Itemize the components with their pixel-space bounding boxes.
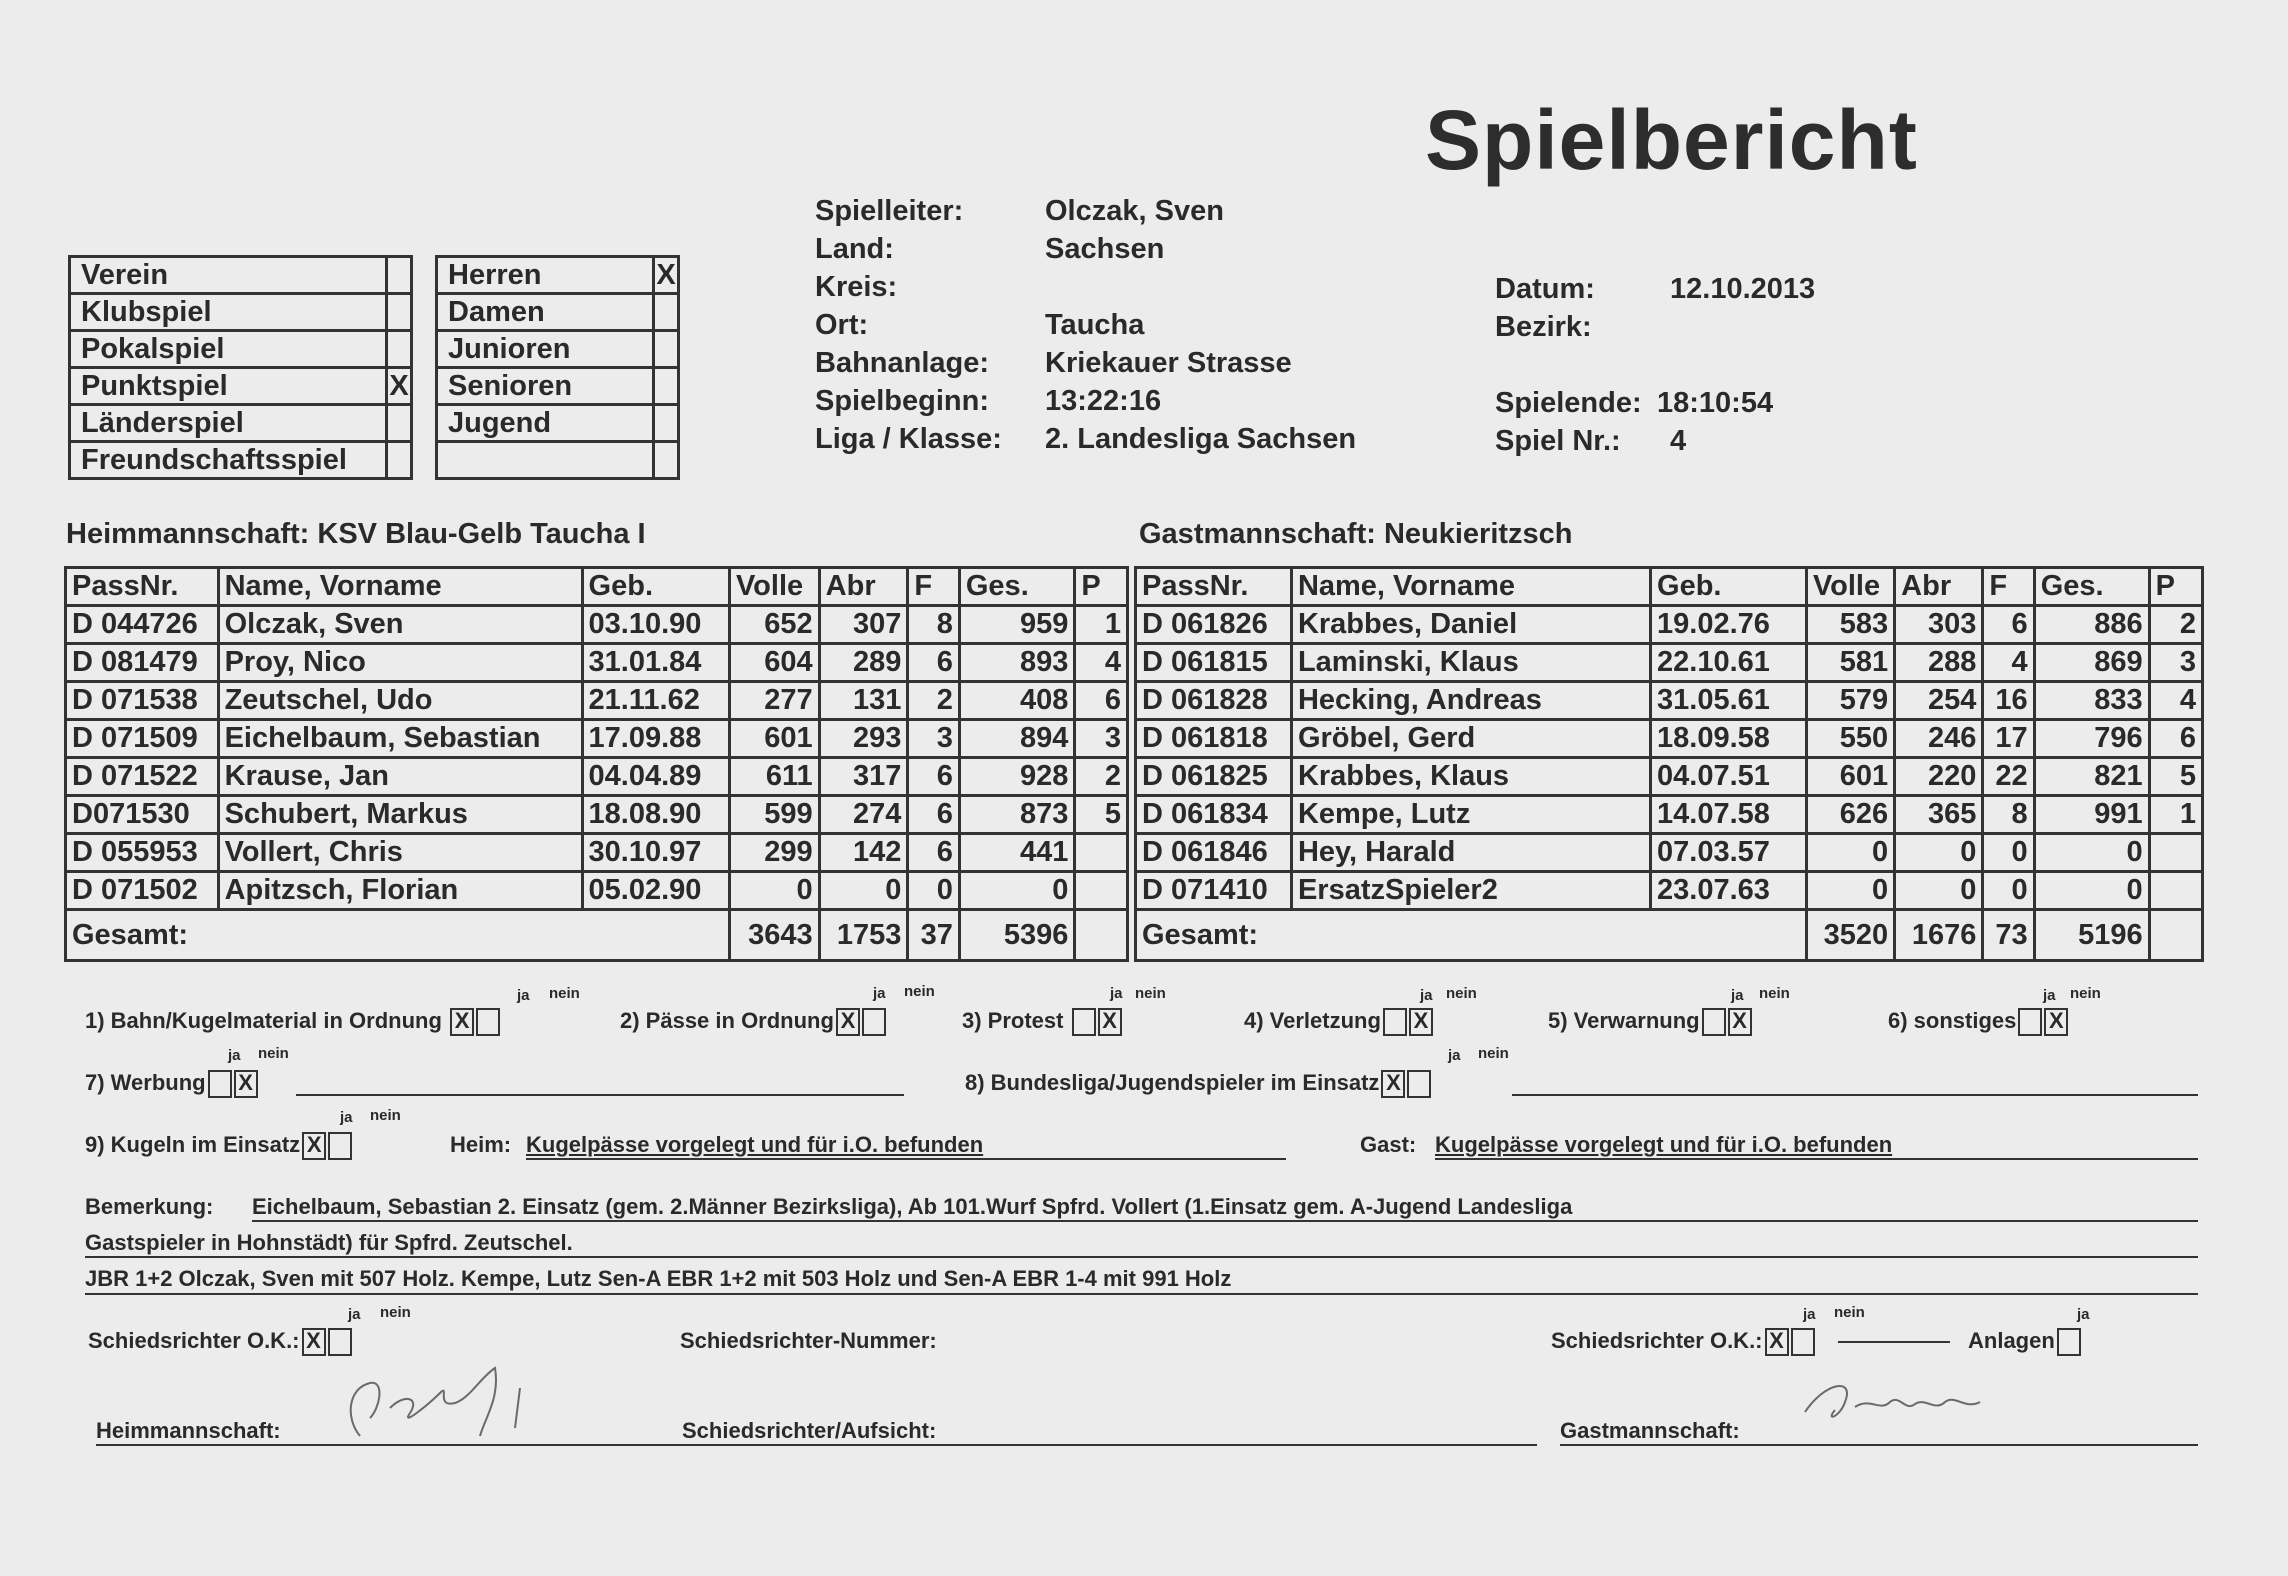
table-cell: 18.09.58: [1651, 720, 1807, 758]
ort-label: Ort:: [815, 309, 869, 341]
table-cell: 928: [959, 758, 1074, 796]
gastmannschaft-sign-label: Gastmannschaft:: [1560, 1418, 1740, 1443]
spielart-label: Länderspiel: [70, 405, 387, 442]
total-cell: 3643: [729, 910, 819, 961]
table-cell: 8: [908, 606, 960, 644]
table-cell: 869: [2034, 644, 2149, 682]
bahn-label: Bahnanlage:: [815, 347, 990, 379]
check-kugeln: 9) Kugeln im Einsatz X: [85, 1132, 352, 1160]
bundesliga-nein-checkbox[interactable]: [1407, 1070, 1431, 1098]
total-row: [1136, 910, 2203, 961]
table-cell: 19.02.76: [1651, 606, 1807, 644]
klasse-checkbox[interactable]: [654, 442, 679, 479]
table-cell: 274: [819, 796, 908, 834]
table-cell: 652: [729, 606, 819, 644]
bahn-ja-checkbox[interactable]: X: [450, 1008, 474, 1036]
table-cell: Proy, Nico: [218, 644, 582, 682]
sonstiges-ja-checkbox[interactable]: [2018, 1008, 2042, 1036]
table-cell: 893: [959, 644, 1074, 682]
table-cell: 17: [1983, 720, 2034, 758]
table-cell: Gröbel, Gerd: [1291, 720, 1650, 758]
heim-kugelpaesse-text: Kugelpässe vorgelegt und für i.O. befunden: [526, 1132, 984, 1157]
sr-ok-label: Schiedsrichter O.K.: X: [88, 1328, 352, 1356]
table-cell: 22: [1983, 758, 2034, 796]
bemerkung-label: Bemerkung:: [85, 1194, 214, 1219]
check-protest: 3) Protest X: [962, 1008, 1122, 1036]
sr-nummer-label: Schiedsrichter-Nummer:: [680, 1328, 937, 1353]
kugeln-nein-checkbox[interactable]: [328, 1132, 352, 1160]
table-cell: 833: [2034, 682, 2149, 720]
column-header: F: [908, 568, 960, 606]
table-header: [66, 568, 1128, 606]
check-verwarnung: 5) Verwarnung X: [1548, 1008, 1752, 1036]
table-cell: 6: [908, 644, 960, 682]
table-cell: D 061825: [1136, 758, 1292, 796]
column-header: F: [1983, 568, 2034, 606]
spielart-checkbox[interactable]: [387, 405, 412, 442]
nr-value: 4: [1670, 425, 1687, 457]
table-cell: 288: [1895, 644, 1983, 682]
total-row: [66, 910, 1128, 961]
table-cell: Zeutschel, Udo: [218, 682, 582, 720]
spielart-box: [68, 255, 413, 480]
table-cell: 17.09.88: [582, 720, 729, 758]
check-werbung: 7) Werbung X: [85, 1070, 258, 1098]
table-cell: 0: [1895, 834, 1983, 872]
klasse-checkbox[interactable]: [654, 294, 679, 331]
klasse-label: Damen: [437, 294, 654, 331]
table-cell: 0: [2034, 872, 2149, 910]
table-row: [1136, 872, 2203, 910]
table-cell: D 061828: [1136, 682, 1292, 720]
table-cell: D 071410: [1136, 872, 1292, 910]
table-cell: Olczak, Sven: [218, 606, 582, 644]
table-cell: 07.03.57: [1651, 834, 1807, 872]
page-title: Spielbericht: [1425, 93, 1918, 187]
table-cell: 04.04.89: [582, 758, 729, 796]
table-cell: 601: [729, 720, 819, 758]
table-cell: 601: [1806, 758, 1894, 796]
gast-team-label: Gastmannschaft: Neukieritzsch: [1139, 518, 1573, 550]
total-cell: 37: [908, 910, 960, 961]
table-header: [1136, 568, 2203, 606]
table-cell: 21.11.62: [582, 682, 729, 720]
table-cell: 6: [2149, 720, 2202, 758]
table-cell: 583: [1806, 606, 1894, 644]
heim-signature: [330, 1348, 570, 1448]
column-header: Geb.: [582, 568, 729, 606]
datum-value: 12.10.2013: [1670, 273, 1816, 305]
table-cell: Hecking, Andreas: [1291, 682, 1650, 720]
table-cell: D 055953: [66, 834, 219, 872]
table-cell: 2: [908, 682, 960, 720]
table-cell: 16: [1983, 682, 2034, 720]
column-header: Ges.: [959, 568, 1074, 606]
table-cell: 886: [2034, 606, 2149, 644]
table-cell: 0: [1983, 834, 2034, 872]
table-cell: 0: [2034, 834, 2149, 872]
table-row: [66, 796, 1128, 834]
table-cell: 5: [1075, 796, 1128, 834]
ende-label: Spielende:: [1495, 387, 1642, 419]
column-header: P: [1075, 568, 1128, 606]
sr-aufsicht-label: Schiedsrichter/Aufsicht:: [682, 1418, 937, 1443]
table-cell: 22.10.61: [1651, 644, 1807, 682]
table-row: [66, 758, 1128, 796]
table-cell: 0: [1806, 872, 1894, 910]
spielart-checkbox[interactable]: [387, 442, 412, 479]
table-cell: 299: [729, 834, 819, 872]
klasse-label: Junioren: [437, 331, 654, 368]
verletzung-ja-checkbox[interactable]: [1383, 1008, 1407, 1036]
table-row: [1136, 682, 2203, 720]
spielleiter-value: Olczak, Sven: [1045, 195, 1224, 227]
werbung-ja-checkbox[interactable]: [208, 1070, 232, 1098]
column-header: Ges.: [2034, 568, 2149, 606]
table-row: [1136, 834, 2203, 872]
table-row: [1136, 758, 2203, 796]
klasse-row: [437, 331, 679, 368]
table-cell: 6: [908, 758, 960, 796]
werbung-line: [296, 1094, 904, 1096]
table-cell: 0: [908, 872, 960, 910]
table-row: [1136, 644, 2203, 682]
check-bundesliga: 8) Bundesliga/Jugendspieler im Einsatz X: [965, 1070, 1431, 1098]
bemerkung-line3: JBR 1+2 Olczak, Sven mit 507 Holz. Kempe, Lutz Sen-A EBR 1+2 mit 503 Holz und Sen-A EBR 1-4 mit 991 Holz: [85, 1266, 1232, 1291]
total-cell: 5196: [2034, 910, 2149, 961]
spielart-label: Punktspiel: [70, 368, 387, 405]
table-cell: 8: [1983, 796, 2034, 834]
spielart-label: Verein: [70, 257, 387, 294]
table-cell: Eichelbaum, Sebastian: [218, 720, 582, 758]
table-cell: 579: [1806, 682, 1894, 720]
beginn-value: 13:22:16: [1045, 385, 1162, 417]
table-cell: 6: [908, 796, 960, 834]
table-cell: D 071522: [66, 758, 219, 796]
table-cell: 0: [959, 872, 1074, 910]
protest-nein-checkbox[interactable]: X: [1098, 1008, 1122, 1036]
heim-table: [64, 566, 1129, 962]
table-cell: 31.05.61: [1651, 682, 1807, 720]
table-cell: [1075, 834, 1128, 872]
table-cell: D 061815: [1136, 644, 1292, 682]
klasse-row: [437, 257, 679, 294]
table-cell: 365: [1895, 796, 1983, 834]
land-label: Land:: [815, 233, 894, 265]
table-cell: 6: [908, 834, 960, 872]
column-header: Abr: [1895, 568, 1983, 606]
table-row: [66, 644, 1128, 682]
bahn-nein-checkbox[interactable]: [476, 1008, 500, 1036]
column-header: Geb.: [1651, 568, 1807, 606]
total-empty: [2149, 910, 2202, 961]
table-cell: D 061834: [1136, 796, 1292, 834]
gast-table: [1134, 566, 2204, 962]
table-cell: 611: [729, 758, 819, 796]
klasse-checkbox[interactable]: [654, 368, 679, 405]
bemerkung-line2: Gastspieler in Hohnstädt) für Spfrd. Zeutschel.: [85, 1230, 573, 1255]
table-cell: 3: [908, 720, 960, 758]
table-cell: 293: [819, 720, 908, 758]
bundesliga-line: [1512, 1094, 2198, 1096]
spielart-row: [70, 405, 412, 442]
table-row: [66, 720, 1128, 758]
paesse-nein-checkbox[interactable]: [862, 1008, 886, 1036]
total-cell: 73: [1983, 910, 2034, 961]
sr-ok2-ja-checkbox[interactable]: X: [1765, 1328, 1789, 1356]
table-cell: 6: [1075, 682, 1128, 720]
bemerkung-line1: Eichelbaum, Sebastian 2. Einsatz (gem. 2.Männer Bezirksliga), Ab 101.Wurf Spfrd. Vollert (1.Einsatz gem. A-Jugend Landesliga: [252, 1194, 1573, 1219]
table-cell: 246: [1895, 720, 1983, 758]
nr-label: Spiel Nr.:: [1495, 425, 1621, 457]
table-cell: 3: [1075, 720, 1128, 758]
table-cell: ErsatzSpieler2: [1291, 872, 1650, 910]
bundesliga-ja-checkbox[interactable]: X: [1381, 1070, 1405, 1098]
klasse-label: [437, 442, 654, 479]
column-header: Name, Vorname: [218, 568, 582, 606]
gast-signature: [1795, 1372, 1995, 1432]
table-cell: 4: [2149, 682, 2202, 720]
table-cell: 14.07.58: [1651, 796, 1807, 834]
protest-ja-checkbox[interactable]: [1072, 1008, 1096, 1036]
klasse-label: Senioren: [437, 368, 654, 405]
klasse-label: Jugend: [437, 405, 654, 442]
table-cell: 0: [1983, 872, 2034, 910]
sonstiges-nein-checkbox[interactable]: X: [2044, 1008, 2068, 1036]
table-cell: 3: [2149, 644, 2202, 682]
table-cell: 796: [2034, 720, 2149, 758]
table-row: [66, 606, 1128, 644]
bahn-value: Kriekauer Strasse: [1045, 347, 1292, 379]
table-cell: Apitzsch, Florian: [218, 872, 582, 910]
klasse-row: [437, 368, 679, 405]
column-header: PassNr.: [66, 568, 219, 606]
klasse-checkbox[interactable]: X: [654, 257, 679, 294]
total-cell: 1753: [819, 910, 908, 961]
verwarnung-nein-checkbox[interactable]: X: [1728, 1008, 1752, 1036]
table-cell: 821: [2034, 758, 2149, 796]
table-cell: 0: [1806, 834, 1894, 872]
spielleiter-label: Spielleiter:: [815, 195, 964, 227]
gast-kugelpaesse-text: Kugelpässe vorgelegt und für i.O. befunden: [1435, 1132, 1893, 1157]
klasse-row: [437, 294, 679, 331]
table-cell: 18.08.90: [582, 796, 729, 834]
table-cell: D 071502: [66, 872, 219, 910]
table-cell: 23.07.63: [1651, 872, 1807, 910]
table-cell: [2149, 872, 2202, 910]
sr-ok2-nein-checkbox[interactable]: [1791, 1328, 1815, 1356]
table-cell: Laminski, Klaus: [1291, 644, 1650, 682]
table-row: [1136, 606, 2203, 644]
table-cell: 959: [959, 606, 1074, 644]
table-cell: 254: [1895, 682, 1983, 720]
total-label: Gesamt:: [1136, 910, 1807, 961]
liga-value: 2. Landesliga Sachsen: [1045, 423, 1357, 455]
table-cell: D 061818: [1136, 720, 1292, 758]
spielart-row: [70, 368, 412, 405]
table-cell: D 071509: [66, 720, 219, 758]
table-cell: 604: [729, 644, 819, 682]
column-header: Volle: [729, 568, 819, 606]
table-cell: 873: [959, 796, 1074, 834]
table-cell: [1075, 872, 1128, 910]
table-cell: 4: [1075, 644, 1128, 682]
heim-kugelpaesse-line: [526, 1158, 1286, 1160]
column-header: Volle: [1806, 568, 1894, 606]
sr-ok-ja-checkbox[interactable]: X: [302, 1328, 326, 1356]
column-header: P: [2149, 568, 2202, 606]
klasse-row: [437, 442, 679, 479]
table-cell: [2149, 834, 2202, 872]
liga-label: Liga / Klasse:: [815, 423, 1002, 455]
table-cell: 220: [1895, 758, 1983, 796]
spielart-row: [70, 294, 412, 331]
ort-value: Taucha: [1045, 309, 1145, 341]
table-cell: 626: [1806, 796, 1894, 834]
spielart-checkbox[interactable]: [387, 257, 412, 294]
total-cell: 5396: [959, 910, 1074, 961]
werbung-nein-checkbox[interactable]: X: [234, 1070, 258, 1098]
table-cell: 894: [959, 720, 1074, 758]
check-paesse: 2) Pässe in Ordnung X: [620, 1008, 886, 1036]
table-row: [66, 834, 1128, 872]
total-cell: 1676: [1895, 910, 1983, 961]
table-cell: 303: [1895, 606, 1983, 644]
total-cell: 3520: [1806, 910, 1894, 961]
table-cell: 4: [1983, 644, 2034, 682]
column-header: Name, Vorname: [1291, 568, 1650, 606]
table-cell: 289: [819, 644, 908, 682]
klasse-checkbox[interactable]: [654, 405, 679, 442]
spielart-checkbox[interactable]: X: [387, 368, 412, 405]
table-cell: 05.02.90: [582, 872, 729, 910]
heim-kugelpaesse-label: Heim:: [450, 1132, 512, 1157]
ende-value: 18:10:54: [1657, 387, 1774, 419]
table-cell: 04.07.51: [1651, 758, 1807, 796]
total-empty: [1075, 910, 1128, 961]
total-label: Gesamt:: [66, 910, 730, 961]
table-cell: 2: [1075, 758, 1128, 796]
column-header: Abr: [819, 568, 908, 606]
table-cell: Vollert, Chris: [218, 834, 582, 872]
table-cell: 1: [1075, 606, 1128, 644]
table-cell: 31.01.84: [582, 644, 729, 682]
sr-ok2-label: Schiedsrichter O.K.: X: [1551, 1328, 1815, 1356]
table-row: [66, 872, 1128, 910]
table-row: [1136, 796, 2203, 834]
table-row: [66, 682, 1128, 720]
klasse-label: Herren: [437, 257, 654, 294]
table-cell: Krabbes, Daniel: [1291, 606, 1650, 644]
table-cell: 550: [1806, 720, 1894, 758]
anlagen-ja-checkbox[interactable]: [2057, 1328, 2081, 1356]
table-cell: 307: [819, 606, 908, 644]
table-cell: D 061826: [1136, 606, 1292, 644]
table-cell: Schubert, Markus: [218, 796, 582, 834]
table-cell: 30.10.97: [582, 834, 729, 872]
table-cell: 317: [819, 758, 908, 796]
datum-label: Datum:: [1495, 273, 1595, 305]
klasse-checkbox[interactable]: [654, 331, 679, 368]
bezirk-label: Bezirk:: [1495, 311, 1592, 343]
heimmannschaft-sign-label: Heimmannschaft:: [96, 1418, 281, 1443]
column-header: PassNr.: [1136, 568, 1292, 606]
spielart-label: Klubspiel: [70, 294, 387, 331]
table-cell: D071530: [66, 796, 219, 834]
spielart-label: Freundschaftsspiel: [70, 442, 387, 479]
paesse-ja-checkbox[interactable]: X: [836, 1008, 860, 1036]
table-row: [1136, 720, 2203, 758]
table-cell: 0: [1895, 872, 1983, 910]
table-cell: 0: [729, 872, 819, 910]
spielart-row: [70, 442, 412, 479]
table-cell: 142: [819, 834, 908, 872]
table-cell: D 081479: [66, 644, 219, 682]
check-bahn: 1) Bahn/Kugelmaterial in Ordnung X: [85, 1008, 500, 1036]
table-cell: Kempe, Lutz: [1291, 796, 1650, 834]
verletzung-nein-checkbox[interactable]: X: [1409, 1008, 1433, 1036]
table-cell: D 044726: [66, 606, 219, 644]
verwarnung-ja-checkbox[interactable]: [1702, 1008, 1726, 1036]
table-cell: 03.10.90: [582, 606, 729, 644]
gast-kugelpaesse-label: Gast:: [1360, 1132, 1417, 1157]
table-cell: 131: [819, 682, 908, 720]
klasse-box: [435, 255, 680, 480]
spielart-label: Pokalspiel: [70, 331, 387, 368]
table-cell: 277: [729, 682, 819, 720]
table-cell: D 061846: [1136, 834, 1292, 872]
table-cell: Hey, Harald: [1291, 834, 1650, 872]
table-cell: D 071538: [66, 682, 219, 720]
spielart-checkbox[interactable]: [387, 294, 412, 331]
check-sonstiges: 6) sonstiges X: [1888, 1008, 2068, 1036]
table-cell: 441: [959, 834, 1074, 872]
table-cell: 599: [729, 796, 819, 834]
table-cell: 581: [1806, 644, 1894, 682]
anlagen-label: Anlagen: [1968, 1328, 2081, 1356]
spielart-row: [70, 257, 412, 294]
table-cell: 2: [2149, 606, 2202, 644]
table-cell: 1: [2149, 796, 2202, 834]
table-cell: 0: [819, 872, 908, 910]
klasse-row: [437, 405, 679, 442]
spielart-row: [70, 331, 412, 368]
check-verletzung: 4) Verletzung X: [1244, 1008, 1433, 1036]
heim-team-label: Heimmannschaft: KSV Blau-Gelb Taucha I: [66, 518, 646, 550]
table-cell: Krabbes, Klaus: [1291, 758, 1650, 796]
table-cell: 991: [2034, 796, 2149, 834]
table-cell: 5: [2149, 758, 2202, 796]
kugeln-ja-checkbox[interactable]: X: [302, 1132, 326, 1160]
gast-kugelpaesse-line: [1435, 1158, 2198, 1160]
kreis-label: Kreis:: [815, 271, 898, 303]
land-value: Sachsen: [1045, 233, 1165, 265]
table-cell: Krause, Jan: [218, 758, 582, 796]
table-cell: 408: [959, 682, 1074, 720]
beginn-label: Spielbeginn:: [815, 385, 989, 417]
spielart-checkbox[interactable]: [387, 331, 412, 368]
table-cell: 6: [1983, 606, 2034, 644]
